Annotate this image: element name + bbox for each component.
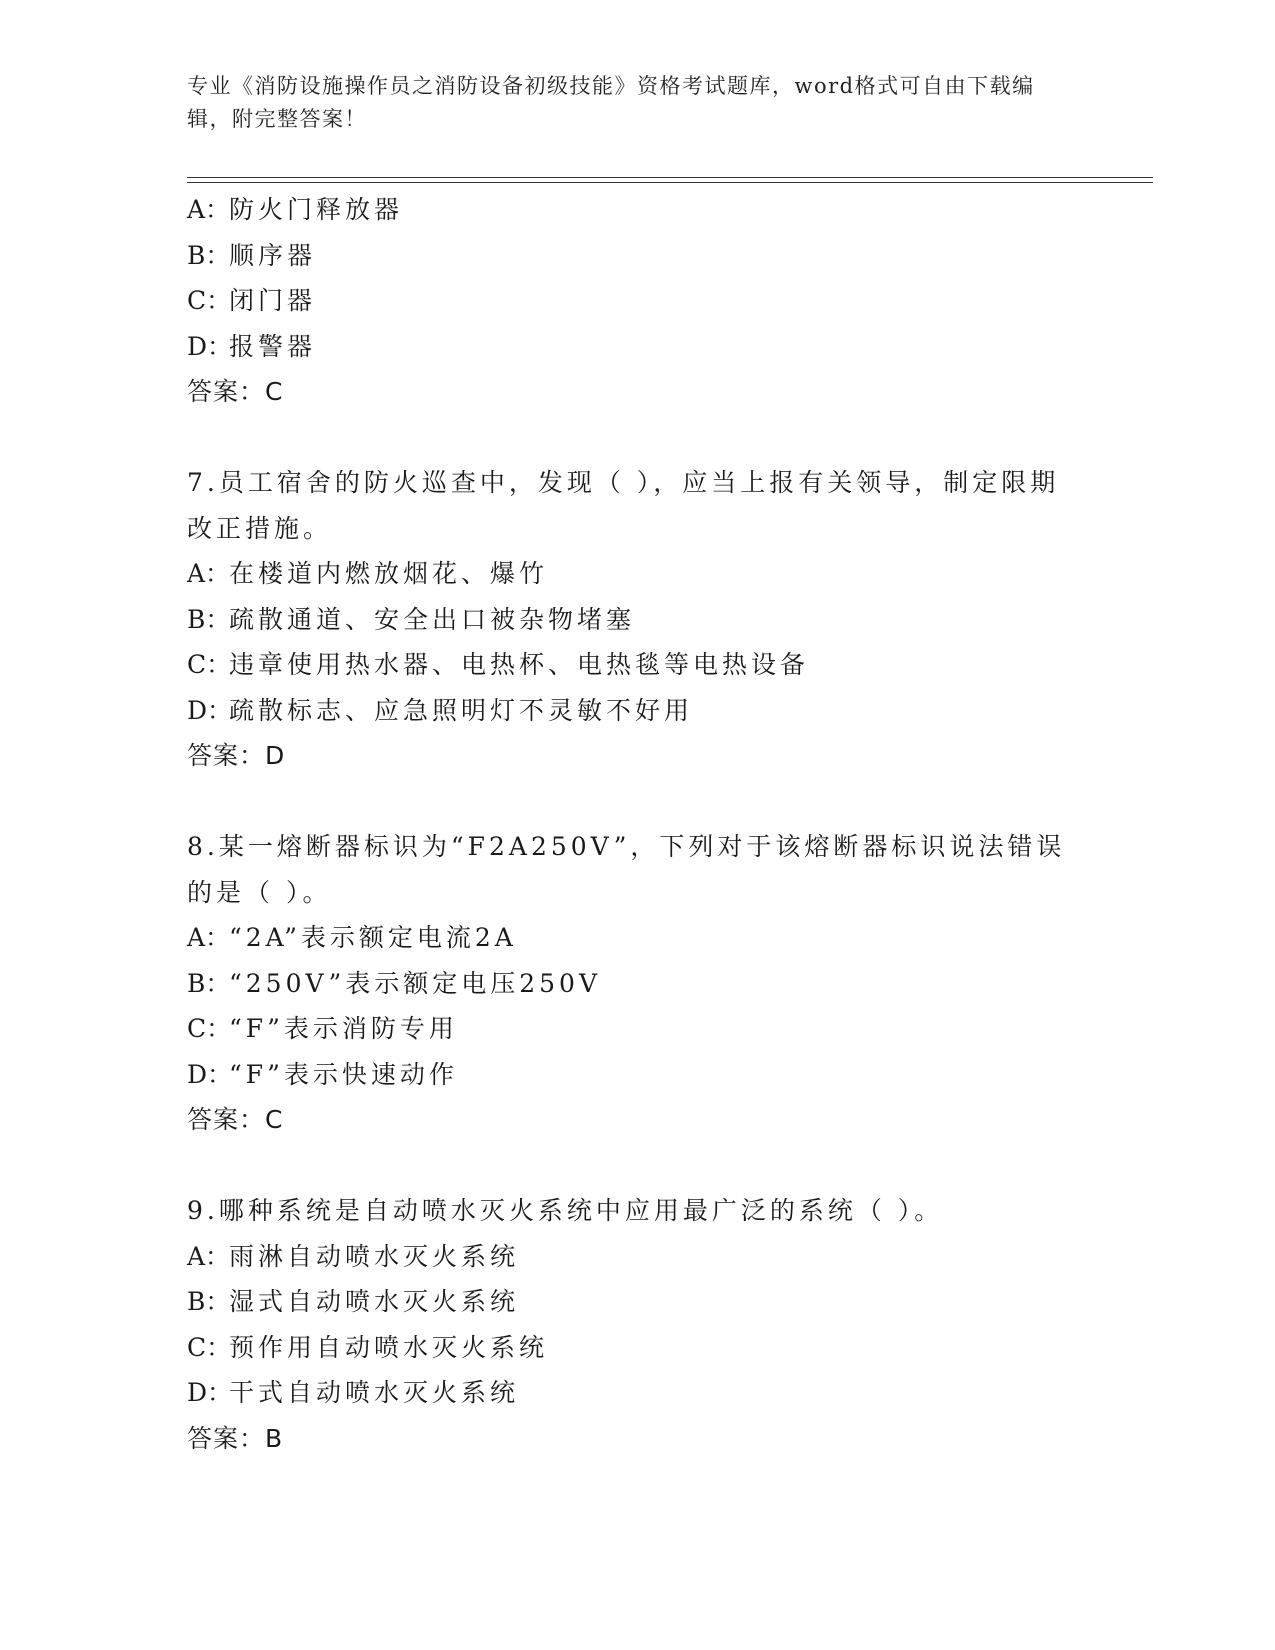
question-6	[187, 187, 1087, 415]
answer: 答案：C	[187, 377, 284, 406]
question-8	[187, 824, 1087, 1143]
option-a: A：雨淋自动喷水灭火系统	[187, 1241, 520, 1271]
option-d: D：干式自动喷水灭火系统	[187, 1378, 520, 1407]
option-a: A：防火门释放器	[187, 195, 404, 224]
question-stem: 8.某一熔断器标识为“F2A250V”，下列对于该熔断器标识说法错误的是（ ）。	[187, 832, 1066, 907]
answer: 答案：D	[187, 741, 286, 770]
option-a: A：在楼道内燃放烟花、爆竹	[187, 559, 549, 588]
header-rule-bottom	[187, 182, 1153, 183]
option-b: B：疏散通道、安全出口被杂物堵塞	[187, 604, 636, 634]
question-stem: 7.员工宿舍的防火巡查中，发现（ ），应当上报有关领导，制定限期改正措施。	[187, 468, 1060, 543]
question-7	[187, 460, 1087, 779]
question-list	[187, 187, 1087, 1461]
option-c: C：闭门器	[187, 286, 317, 315]
question-stem: 9.哪种系统是自动喷水灭火系统中应用最广泛的系统（ ）。	[187, 1196, 944, 1225]
answer: 答案：B	[187, 1423, 284, 1453]
document-header: 专业《消防设施操作员之消防设备初级技能》资格考试题库，word格式可自由下载编辑，附完整答案！	[187, 74, 1035, 131]
option-b: B：顺序器	[187, 240, 317, 270]
header-rule-top	[187, 177, 1153, 178]
answer: 答案：C	[187, 1105, 284, 1134]
question-9	[187, 1188, 1087, 1461]
option-d: D：报警器	[187, 331, 317, 361]
option-a: A：“2A”表示额定电流2A	[187, 923, 517, 952]
option-d: D：“F”表示快速动作	[187, 1059, 458, 1089]
option-c: C：预作用自动喷水灭火系统	[187, 1332, 549, 1362]
option-b: B：湿式自动喷水灭火系统	[187, 1287, 520, 1316]
option-d: D：疏散标志、应急照明灯不灵敏不好用	[187, 695, 694, 725]
option-c: C：“F”表示消防专用	[187, 1014, 458, 1043]
option-c: C：违章使用热水器、电热杯、电热毯等电热设备	[187, 650, 810, 679]
option-b: B：“250V”表示额定电压250V	[187, 968, 602, 998]
